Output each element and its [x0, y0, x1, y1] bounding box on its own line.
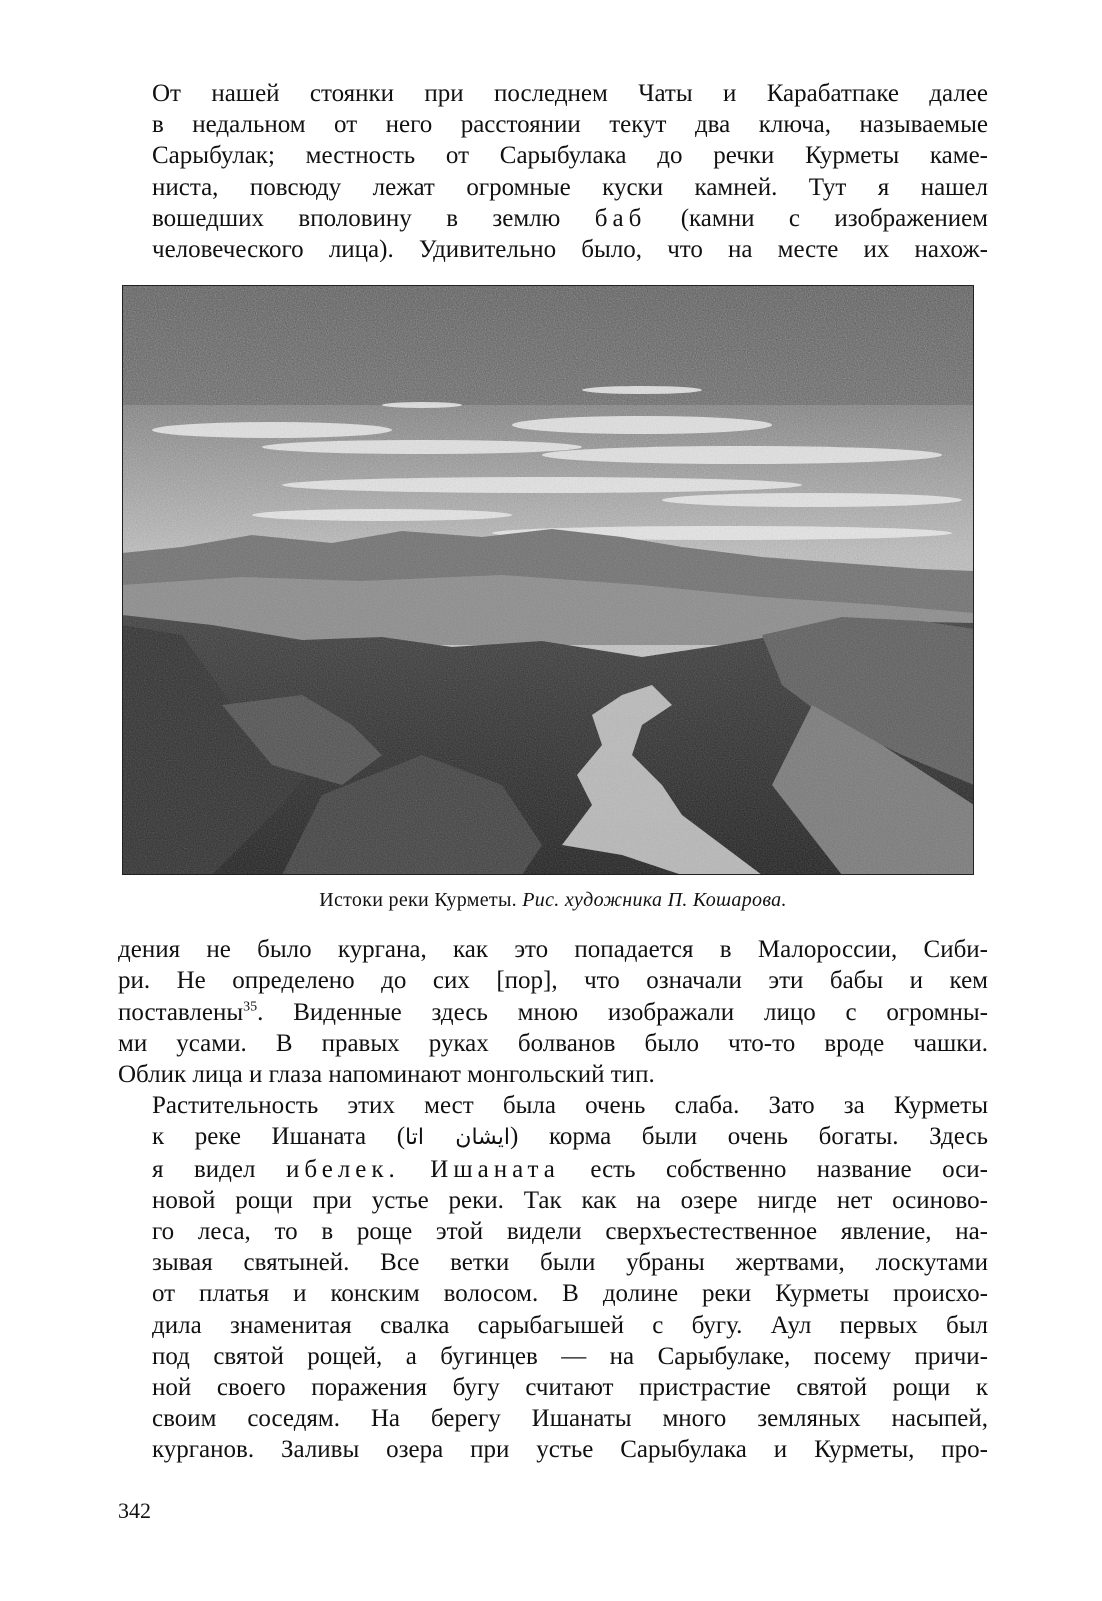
text-fragment [400, 1156, 431, 1183]
text-fragment: поставлены [118, 998, 244, 1026]
text-line: ной своего поражения бугу считают пристрастие святой рощи к [152, 1374, 988, 1402]
figure [118, 285, 988, 912]
text-line: Облик лица и глаза напоминают монгольский тип. [118, 1061, 655, 1089]
paragraph-3 [118, 1090, 988, 1465]
text-line: дила знаменитая свалка сарыбагышей с бугу. Аул первых был [152, 1311, 988, 1339]
text-line: ми усами. В правых руках болванов было что-то вроде чашки. [118, 1029, 988, 1057]
spaced-term: баб [594, 204, 647, 232]
text-line: От нашей стоянки при последнем Чаты и Карабатпаке далее [152, 80, 988, 107]
caption-title: Истоки реки Курметы. [319, 889, 523, 912]
paragraph-2 [118, 934, 988, 1090]
spaced-term: Ишаната [430, 1155, 560, 1183]
text-line [118, 1154, 988, 1185]
text-line: от платья и конским волосом. В долине реки Курметы происхо- [152, 1280, 988, 1308]
text-fragment: (камни с изображением [646, 204, 988, 232]
spaced-term: ибелек. [285, 1155, 400, 1183]
text-line: новой рощи при устье реки. Так как на озере нигде нет осиново- [152, 1186, 988, 1214]
text-line: своим соседям. На берегу Ишанаты много земляных насыпей, [152, 1405, 988, 1433]
text-line: курганов. Заливы озера при устье Сарыбулака и Курметы, про- [152, 1436, 988, 1464]
text-line: ри. Не определено до сих [пор], что означали эти бабы и кем [118, 967, 988, 995]
text-line [118, 997, 988, 1028]
paragraph-1 [118, 78, 988, 265]
caption-credit: Рис. художника П. Кошарова. [522, 889, 787, 912]
text-line: ниста, повсюду лежат огромные куски камней. Тут я нашел [152, 173, 988, 201]
text-fragment: есть собственно название оси- [559, 1155, 988, 1183]
text-line: Растительность этих мест была очень слаба. Зато за Курметы [152, 1092, 988, 1120]
text-line: под святой рощей, а бугинцев — на Сарыбулаке, посему причи- [152, 1342, 988, 1370]
text-line [118, 1121, 988, 1153]
landscape-illustration [122, 285, 974, 875]
text-fragment: . Виденные здесь мною изображали лицо с огромны- [257, 998, 988, 1026]
text-line [118, 203, 988, 234]
text-line: человеческого лица). Удивительно было, что на месте их нахож- [152, 236, 988, 264]
book-page [118, 78, 988, 1466]
text-fragment: вошедших вполовину в землю [152, 204, 595, 232]
arabic-text: ایشان اتا [405, 1125, 511, 1151]
text-line: зывая святыней. Все ветки были убраны жертвами, лоскутами [152, 1249, 988, 1277]
text-fragment: к реке Ишаната ( [152, 1123, 406, 1151]
figure-caption [118, 889, 988, 912]
text-line: в недальном от него расстоянии текут два ключа, называемые [152, 111, 988, 139]
text-fragment: ) корма были очень богаты. Здесь [510, 1123, 988, 1151]
footnote-ref: 35 [243, 999, 258, 1015]
text-fragment: я видел [152, 1155, 286, 1183]
text-line: го леса, то в роще этой видели сверхъестественное явление, на- [152, 1218, 988, 1246]
text-line: дения не было кургана, как это попадается в Малороссии, Сиби- [118, 936, 988, 964]
page-number: 342 [118, 1498, 151, 1523]
text-line: Сарыбулак; местность от Сарыбулака до речки Курметы каме- [152, 142, 988, 170]
